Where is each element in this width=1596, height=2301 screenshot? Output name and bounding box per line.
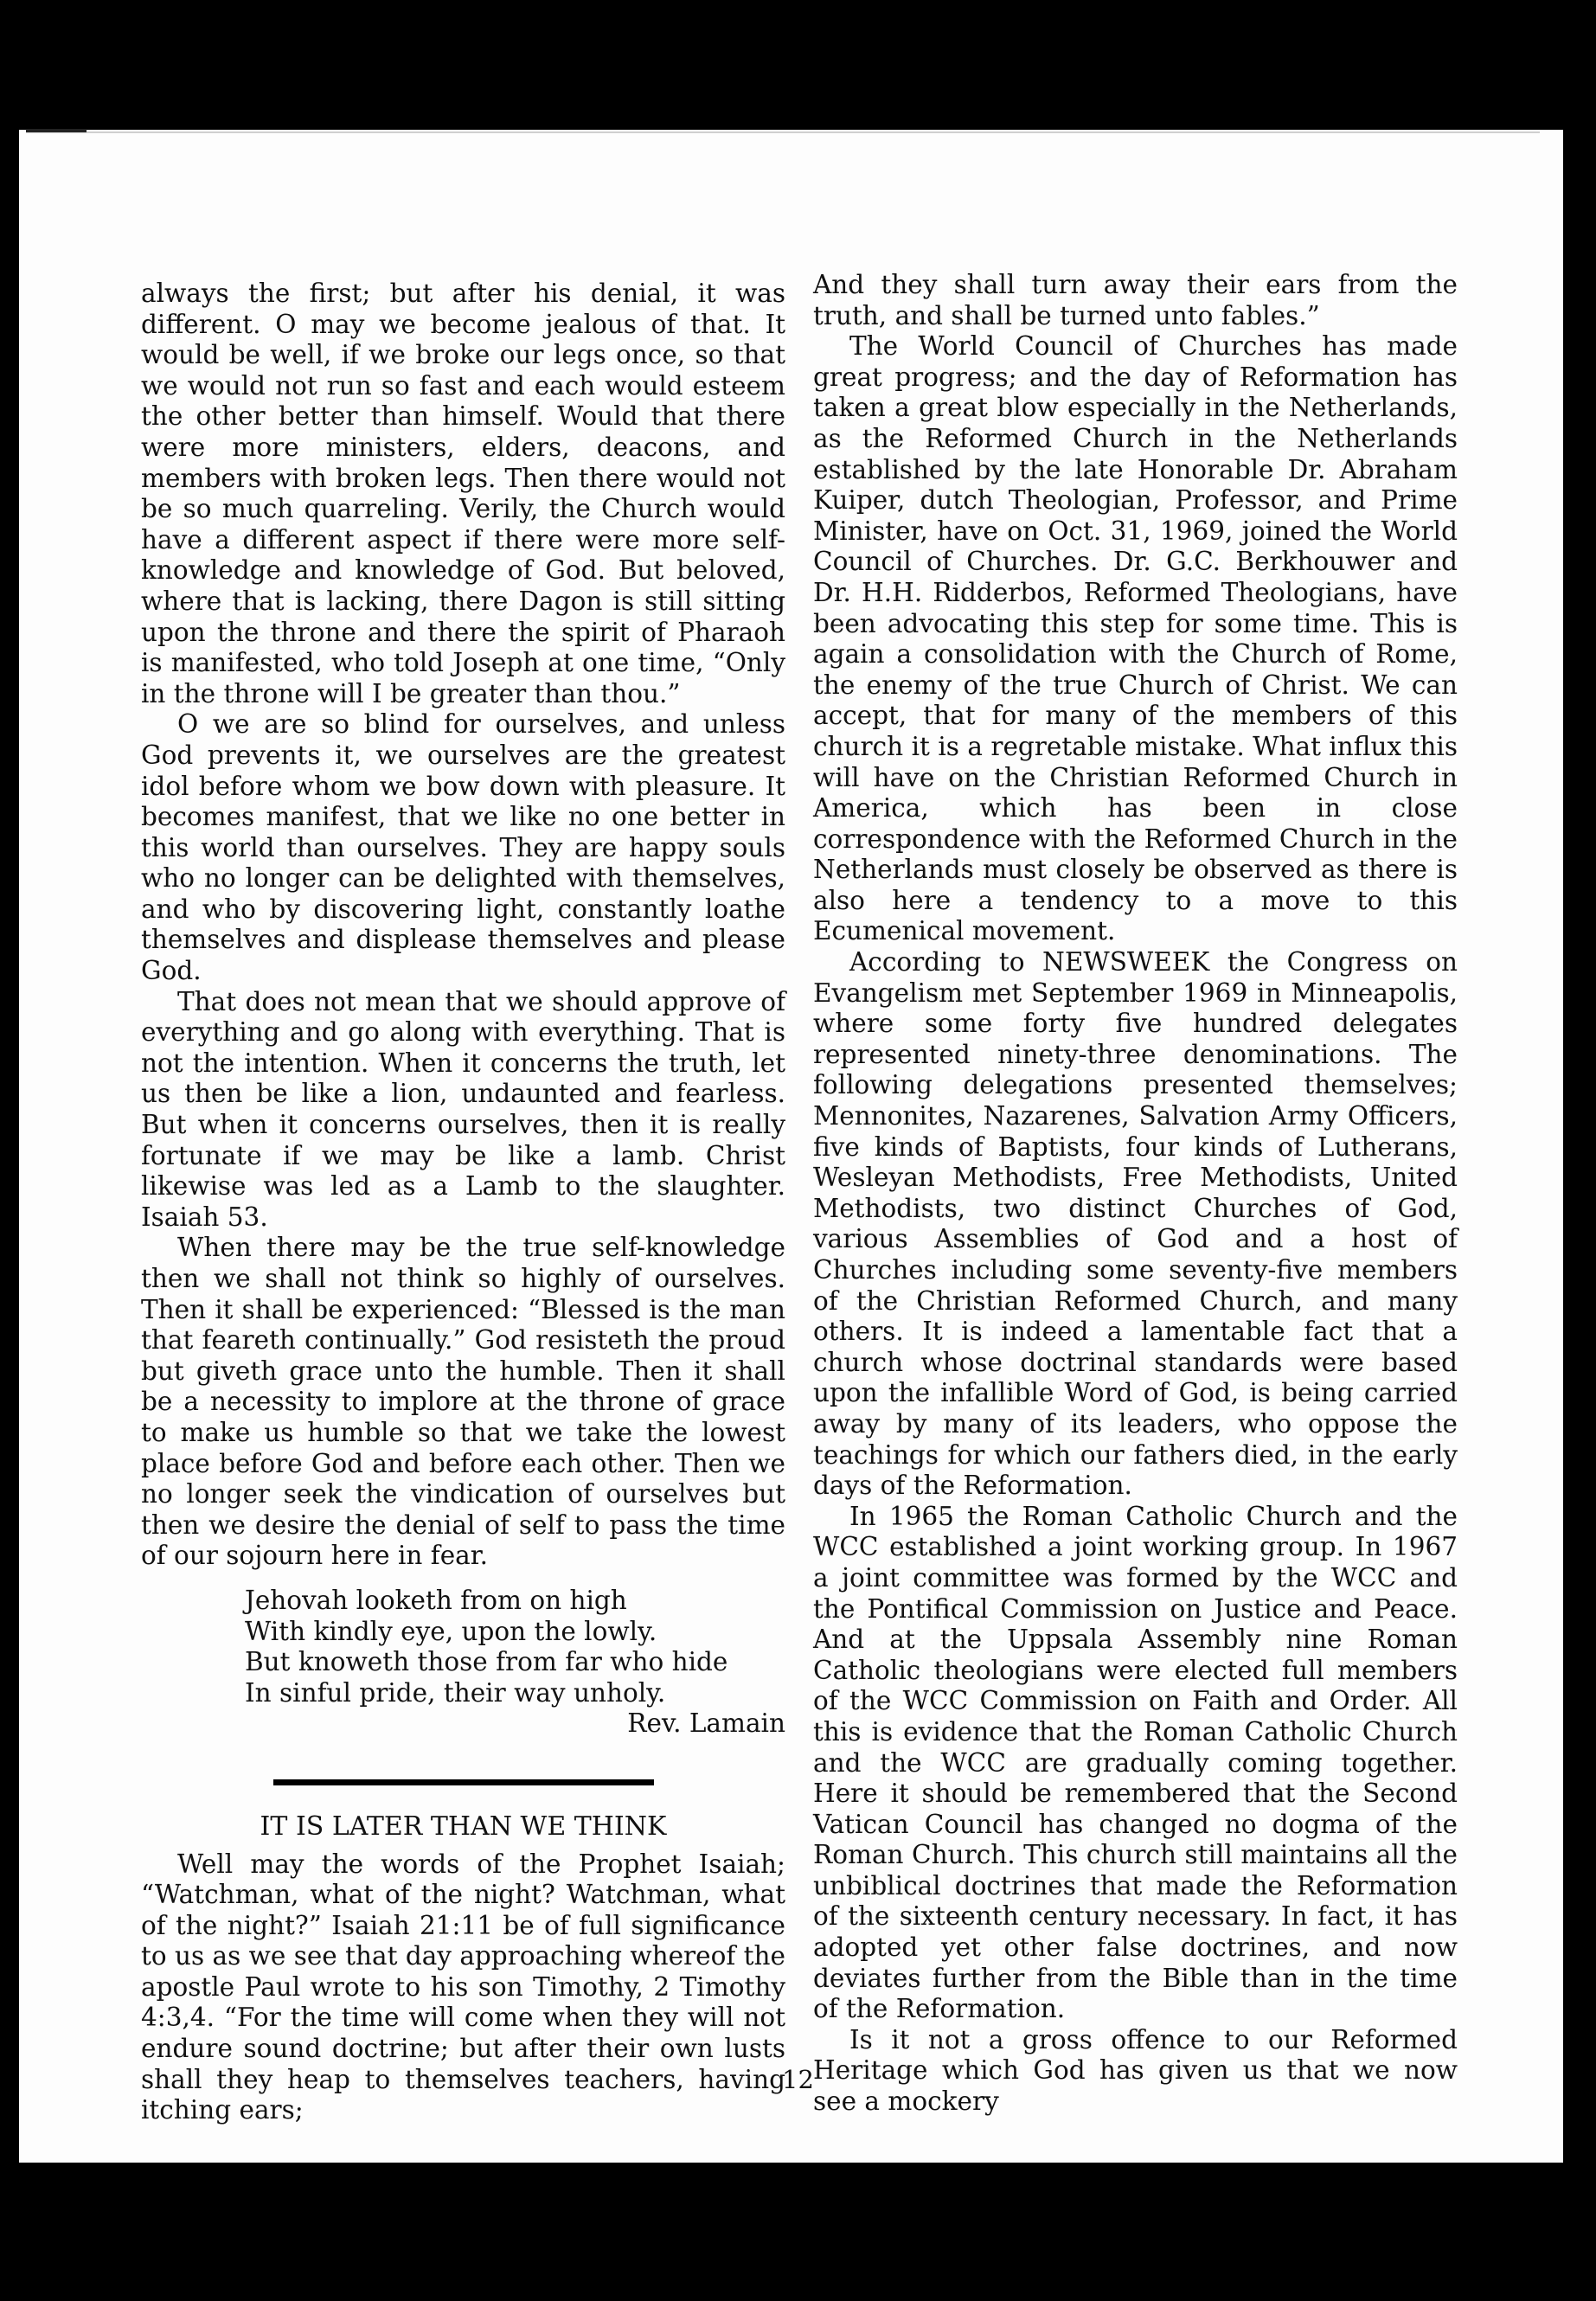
left-column [141, 279, 785, 2126]
paragraph: And they shall turn away their ears from the truth, and shall be turned unto fables.” [813, 270, 1458, 330]
right-column [813, 270, 1458, 2118]
poem-verse [245, 1586, 785, 1708]
paragraph: According to NEWSWEEK the Congress on Evangelism met September 1969 in Minneapolis, where some forty five hundred delegates represented ninety-three denominations. The following delegations presented themselves; Mennonites, Nazarenes, Salvation Army Officers, five kinds of Baptists, four kinds of Lutherans, Wesleyan Methodists, Free Methodists, United Methodists, two distinct Churches of God, various Assemblies of God and a host of Churches including some seventy-five members of the Christian Reformed Church, and many others. It is indeed a lamentable fact that a church whose doctrinal standards were based upon the infallible Word of God, is being carried away by many of its leaders, who oppose the teachings for which our fathers died, in the early days of the Reformation. [813, 947, 1458, 1501]
paragraph: The World Council of Churches has made great progress; and the day of Reformation has taken a great blow especially in the Netherlands, as the Reformed Church in the Netherlands established by the late Honorable Dr. Abraham Kuiper, dutch Theologian, Professor, and Prime Minister, have on Oct. 31, 1969, joined the World Council of Churches. Dr. G.C. Berkhouwer and Dr. H.H. Ridderbos, Reformed Theologians, have been advocating this step for some time. This is again a consolidation with the Church of Rome, the enemy of the true Church of Christ. We can accept, that for many of the members of this church it is a regretable mistake. What influx this will have on the Christian Reformed Church in America, which has been in close correspondence with the Reformed Church in the Netherlands must closely be observed as there is also here a tendency to a move to this Ecumenical movement. [813, 331, 1458, 946]
paragraph: In 1965 the Roman Catholic Church and the WCC established a joint working group. In 1967 a joint committee was formed by the WCC and the Pontifical Commission on Justice and Peace. And at the Uppsala Assembly nine Roman Catholic theologians were elected full members of the WCC Commission on Faith and Order. All this is evidence that the Roman Catholic Church and the WCC are gradually coming together. Here it should be remembered that the Second Vatican Council has changed no dogma of the Roman Church. This church still maintains all the unbiblical doctrines that made the Reformation of the sixteenth century necessary. In fact, it has adopted yet other false doctrines, and now deviates further from the Bible than in the time of the Reformation. [813, 1501, 1458, 2024]
paragraph: When there may be the true self-knowledge then we shall not think so highly of ourselves. Then it shall be experienced: “Blessed is the man that feareth continually.” God resisteth the proud but giveth grace unto the humble. Then it shall be a necessity to implore at the throne of grace to make us humble so that we take the lowest place before God and before each other. Then we no longer seek the vindication of ourselves but then we desire the denial of self to pass the time of our sojourn here in fear. [141, 1233, 785, 1571]
poem-line: With kindly eye, upon the lowly. [245, 1616, 657, 1646]
scan-mark [26, 129, 87, 132]
section-divider [273, 1779, 654, 1785]
paragraph: That does not mean that we should approve of everything and go along with everything. That is not the intention. When it concerns the truth, let us then be like a lion, undaunted and fearless. But when it concerns ourselves, then it is really fortunate if we may be like a lamb. Christ likewise was led as a Lamb to the slaughter. Isaiah 53. [141, 986, 785, 1232]
author-signature: Rev. Lamain [627, 1708, 785, 1739]
article-heading: IT IS LATER THAN WE THINK [260, 1811, 667, 1842]
poem-line: Jehovah looketh from on high [245, 1585, 627, 1615]
scan-edge-line [26, 131, 1540, 133]
paragraph: always the first; but after his denial, it was different. O may we become jealous of that. It would be well, if we broke our legs once, so that we would not run so fast and each would esteem the other better than himself. Would that there were more ministers, elders, deacons, and members with broken legs. Then there would not be so much quarreling. Verily, the Church would have a different aspect if there were more self-knowledge and knowledge of God. But beloved, where that is lacking, there Dagon is still sitting upon the throne and there the spirit of Pharaoh is manifested, who told Joseph at one time, “Only in the throne will I be greater than thou.” [141, 279, 785, 708]
paragraph: Well may the words of the Prophet Isaiah; “Watchman, what of the night? Watchman, what of the night?” Isaiah 21:11 be of full significance to us as we see that day approaching whereof the apostle Paul wrote to his son Timothy, 2 Timothy 4:3,4. “For the time will come when they will not endure sound doctrine; but after their own lusts shall they heap to themselves teachers, having itching ears; [141, 1849, 785, 2125]
paragraph: Is it not a gross offence to our Reformed Heritage which God has given us that we now see a mockery [813, 2024, 1458, 2117]
poem-line: In sinful pride, their way unholy. [245, 1677, 666, 1708]
poem-line: But knoweth those from far who hide [245, 1647, 728, 1677]
page-number: 12 [782, 2065, 814, 2094]
paragraph: O we are so blind for ourselves, and unless God prevents it, we ourselves are the greatest idol before whom we bow down with pleasure. It becomes manifest, that we like no one better in this world than ourselves. They are happy souls who no longer can be delighted with themselves, and who by discovering light, constantly loathe themselves and displease themselves and please God. [141, 709, 785, 986]
